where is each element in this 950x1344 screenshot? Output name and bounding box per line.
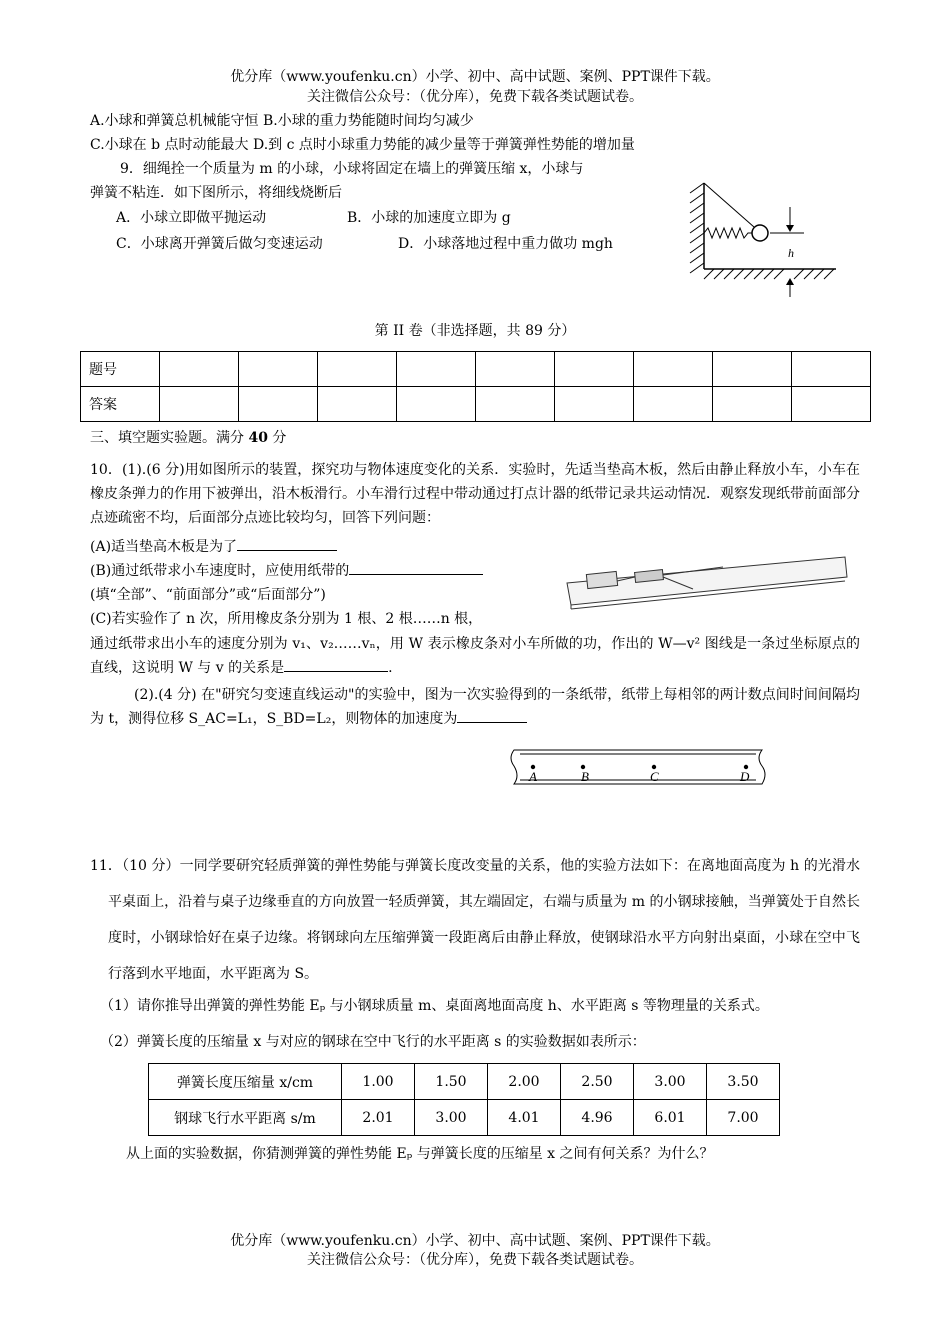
paper-tape-figure bbox=[508, 746, 770, 792]
svg-text:D: D bbox=[740, 769, 750, 784]
footer-line-1: 优分库（www.youfenku.cn）小学、初中、高中试题、案例、PPT课件下载。 bbox=[230, 1233, 720, 1249]
height-label: h bbox=[788, 246, 794, 260]
distance-label: 钢球飞行水平距离 s/m bbox=[149, 1100, 342, 1136]
cart-apparatus-figure bbox=[563, 555, 853, 611]
answer-blank-b[interactable] bbox=[349, 560, 483, 575]
q11-subquestion-1: （1）请你推导出弹簧的弹性势能 Eₚ 与小钢球质量 m、桌面离地面高度 h、水平距离 s 等物理量的关系式。 bbox=[100, 998, 769, 1014]
q10-part-a: (A)适当垫高木板是为了 bbox=[90, 536, 337, 556]
compression-label: 弹簧长度压缩量 x/cm bbox=[149, 1064, 342, 1100]
q11-final-question: 从上面的实验数据，你猜测弹簧的弹性势能 Eₚ 与弹簧长度的压缩星 x 之间有何关系？为什么？ bbox=[126, 1146, 714, 1162]
q9-stem-2: 弹簧不粘连．如下图所示，将细线烧断后 bbox=[90, 185, 342, 201]
header-line-2: 关注微信公众号：（优分库），免费下载各类试题试卷。 bbox=[307, 89, 643, 105]
q10-part-c-2: 通过纸带求出小车的速度分别为 v₁、v₂……vₙ，用 W 表示橡皮条对小车所做的功，作出的 W—v² 图线是一条过坐标原点的直线，这说明 W 与 v 的关系是 . bbox=[90, 636, 860, 676]
q9-stem-1: 9．细绳拴一个质量为 m 的小球，小球将固定在墙上的弹簧压缩 x，小球与 bbox=[120, 161, 584, 177]
svg-text:C: C bbox=[650, 769, 659, 784]
q10-paragraph-1: 10．(1).(6 分)用如图所示的装置，探究功与物体速度变化的关系．实验时，先适当垫高木板，然后由静止释放小车，小车在橡皮条弹力的作用下被弹出，沿木板滑行。小车滑行过程中带动通过打点计器的纸带记录共运动情况．观察发现纸带前面部分点迹疏密不均，后面部分点迹比较均匀，回答下列问题： bbox=[90, 462, 860, 526]
timer bbox=[586, 571, 617, 588]
q9-option-c: C．小球离开弹簧后做匀变速运动 bbox=[116, 236, 323, 252]
q8-options-ab: A.小球和弹簧总机械能守恒 B.小球的重力势能随时间均匀减少 bbox=[90, 113, 474, 129]
answer-blank-acceleration[interactable] bbox=[457, 708, 527, 723]
question-number-label: 题号 bbox=[81, 352, 160, 387]
section3-title: 三、填空题实验题。满分 40 分 bbox=[90, 430, 287, 446]
table-row: 弹簧长度压缩量 x/cm 1.00 1.50 2.00 2.50 3.00 3.50 bbox=[149, 1064, 780, 1100]
table-row bbox=[81, 387, 871, 422]
q9-option-a: A．小球立即做平抛运动 bbox=[116, 210, 267, 226]
q10-paragraph-2: (2).(4 分) 在"研究匀变速直线运动"的实验中，图为一次实验得到的一条纸带，纸带上每相邻的两计数点间时间间隔均为 t，测得位移 S_AC=L₁，S_BD=L₂，则物体的加速度为 bbox=[90, 687, 860, 727]
spring-ball-figure bbox=[686, 175, 846, 300]
q11-paragraph: 11．（10 分）一同学要研究轻质弹簧的弹性势能与弹簧长度改变量的关系，他的实验方法如下：在离地面高度为 h 的光滑水平桌面上，沿着与桌子边缘垂直的方向放置一轻质弹簧，其左端固定，右端与质量为 m 的小钢球接触，当弹簧处于自然长度时，小钢球恰好在桌子边缘。将钢球向左压缩弹簧一段距离后由静止释放，使钢球沿水平方向射出桌面，小球在空中飞行落到水平地面，水平距离为 S。 bbox=[90, 858, 860, 982]
svg-text:B: B bbox=[581, 769, 589, 784]
table-row: 钢球飞行水平距离 s/m 2.01 3.00 4.01 4.96 6.01 7.00 bbox=[149, 1100, 780, 1136]
q11-subquestion-2: （2）弹簧长度的压缩量 x 与对应的钢球在空中飞行的水平距离 s 的实验数据如表所示： bbox=[100, 1034, 646, 1050]
answer-blank-c[interactable] bbox=[284, 657, 388, 672]
q9-option-b: B．小球的加速度立即为 g bbox=[347, 210, 511, 226]
header-line-1: 优分库（www.youfenku.cn）小学、初中、高中试题、案例、PPT课件下载。 bbox=[230, 69, 720, 85]
q10-part-b: (B)通过纸带求小车速度时，应使用纸带的 bbox=[90, 560, 483, 580]
q10-part-c-1: (C)若实验作了 n 次，所用橡皮条分别为 1 根、2 根……n 根， bbox=[90, 611, 483, 627]
answer-blank-a[interactable] bbox=[237, 536, 337, 551]
answer-table bbox=[80, 351, 871, 422]
footer-line-2: 关注微信公众号：（优分库），免费下载各类试题试卷。 bbox=[307, 1252, 643, 1268]
answer-label: 答案 bbox=[81, 387, 160, 422]
q10-part-b-hint: (填“全部”、“前面部分”或“后面部分”) bbox=[90, 587, 326, 603]
data-table bbox=[148, 1063, 780, 1136]
table-row bbox=[81, 352, 871, 387]
svg-text:A: A bbox=[529, 769, 537, 784]
ball bbox=[752, 225, 768, 241]
q8-options-cd: C.小球在 b 点时动能最大 D.到 c 点时小球重力势能的减少量等于弹簧弹性势能的增加量 bbox=[90, 137, 635, 153]
q9-option-d: D．小球落地过程中重力做功 mgh bbox=[398, 236, 613, 252]
part2-title: 第 II 卷（非选择题，共 89 分） bbox=[374, 323, 576, 339]
